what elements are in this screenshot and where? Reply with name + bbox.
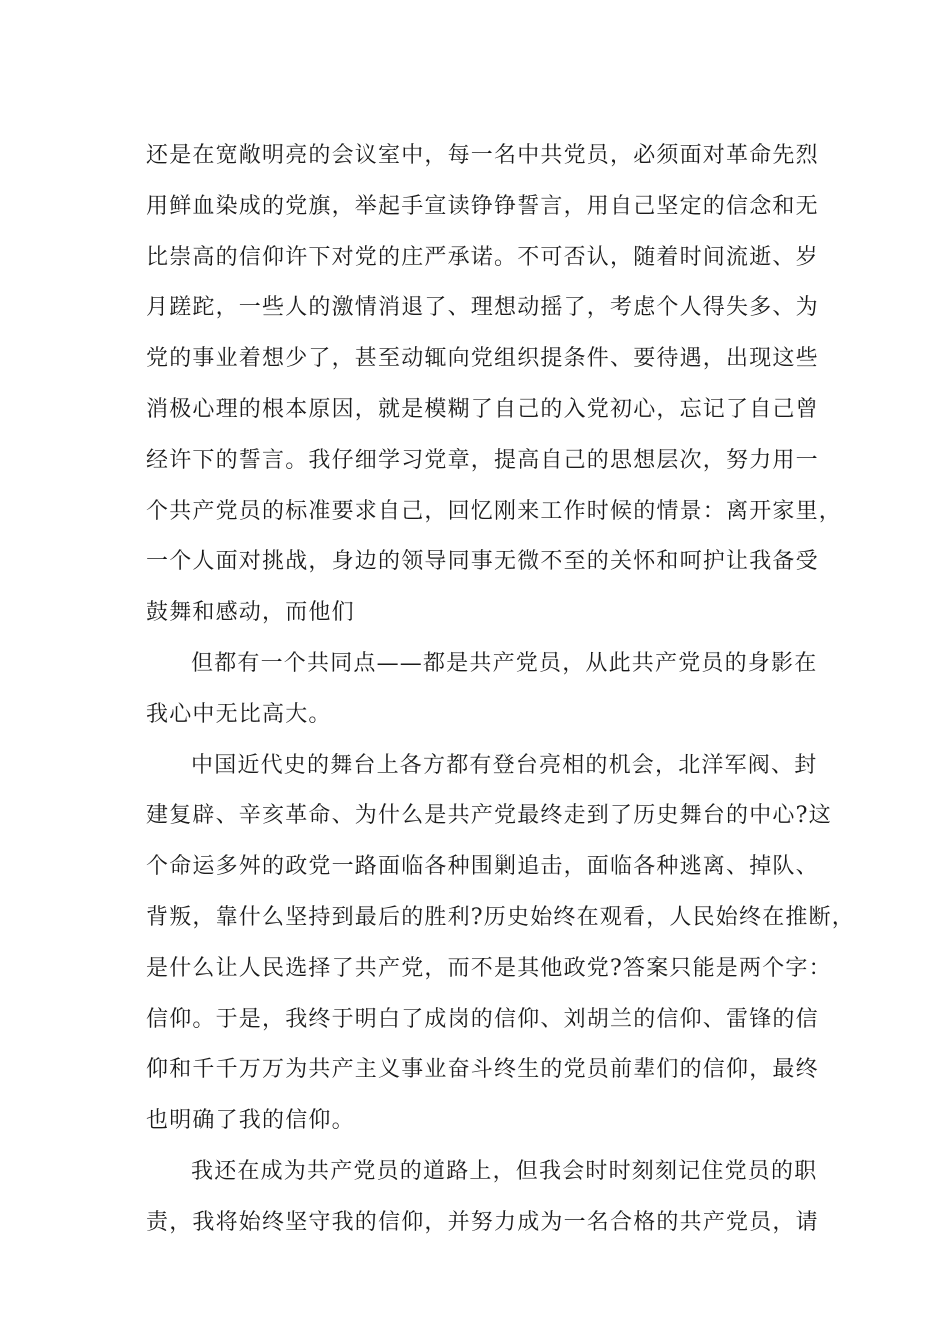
paragraph-line: 月蹉跎，一些人的激情消退了、理想动摇了，考虑个人得失多、为 xyxy=(146,295,819,321)
paragraph-line: 消极心理的根本原因，就是模糊了自己的入党初心，忘记了自己曾 xyxy=(146,396,819,422)
document-body xyxy=(146,131,855,1249)
paragraph-line: 一个人面对挑战，身边的领导同事无微不至的关怀和呵护让我备受 xyxy=(146,549,819,575)
paragraph-line: 经许下的誓言。我仔细学习党章，提高自己的思想层次，努力用一 xyxy=(146,447,819,473)
paragraph-line: 中国近代史的舞台上各方都有登台亮相的机会，北洋军阀、封 xyxy=(191,752,818,778)
paragraph-line: 党的事业着想少了，甚至动辄向党组织提条件、要待遇，出现这些 xyxy=(146,346,819,372)
paragraph-line: 是什么让人民选择了共产党，而不是其他政党?答案只能是两个字： xyxy=(146,955,832,981)
paragraph-line: 责，我将始终坚守我的信仰，并努力成为一名合格的共产党员，请 xyxy=(146,1209,819,1235)
paragraph-line: 建复辟、辛亥革命、为什么是共产党最终走到了历史舞台的中心?这 xyxy=(146,803,832,829)
paragraph-line: 但都有一个共同点——都是共产党员，从此共产党员的身影在 xyxy=(191,650,818,676)
paragraph-line: 我还在成为共产党员的道路上，但我会时时刻刻记住党员的职 xyxy=(191,1158,818,1184)
paragraph-line: 个共产党员的标准要求自己，回忆刚来工作时候的情景：离开家里， xyxy=(146,498,843,524)
paragraph-line: 我心中无比高大。 xyxy=(146,701,332,727)
paragraph-line: 也明确了我的信仰。 xyxy=(146,1108,355,1134)
paragraph-line: 背叛，靠什么坚持到最后的胜利?历史始终在观看，人民始终在推断， xyxy=(146,904,855,930)
paragraph-line: 个命运多舛的政党一路面临各种围剿追击，面临各种逃离、掉队、 xyxy=(146,854,819,880)
paragraph-line: 仰和千千万万为共产主义事业奋斗终生的党员前辈们的信仰，最终 xyxy=(146,1057,819,1083)
paragraph-line: 用鲜血染成的党旗，举起手宣读铮铮誓言，用自己坚定的信念和无 xyxy=(146,193,819,219)
paragraph-line: 鼓舞和感动，而他们 xyxy=(146,600,355,626)
paragraph-line: 比崇高的信仰许下对党的庄严承诺。不可否认，随着时间流逝、岁 xyxy=(146,244,819,270)
paragraph-line: 信仰。于是，我终于明白了成岗的信仰、刘胡兰的信仰、雷锋的信 xyxy=(146,1006,819,1032)
paragraph-line: 还是在宽敞明亮的会议室中，每一名中共党员，必须面对革命先烈 xyxy=(146,143,819,168)
